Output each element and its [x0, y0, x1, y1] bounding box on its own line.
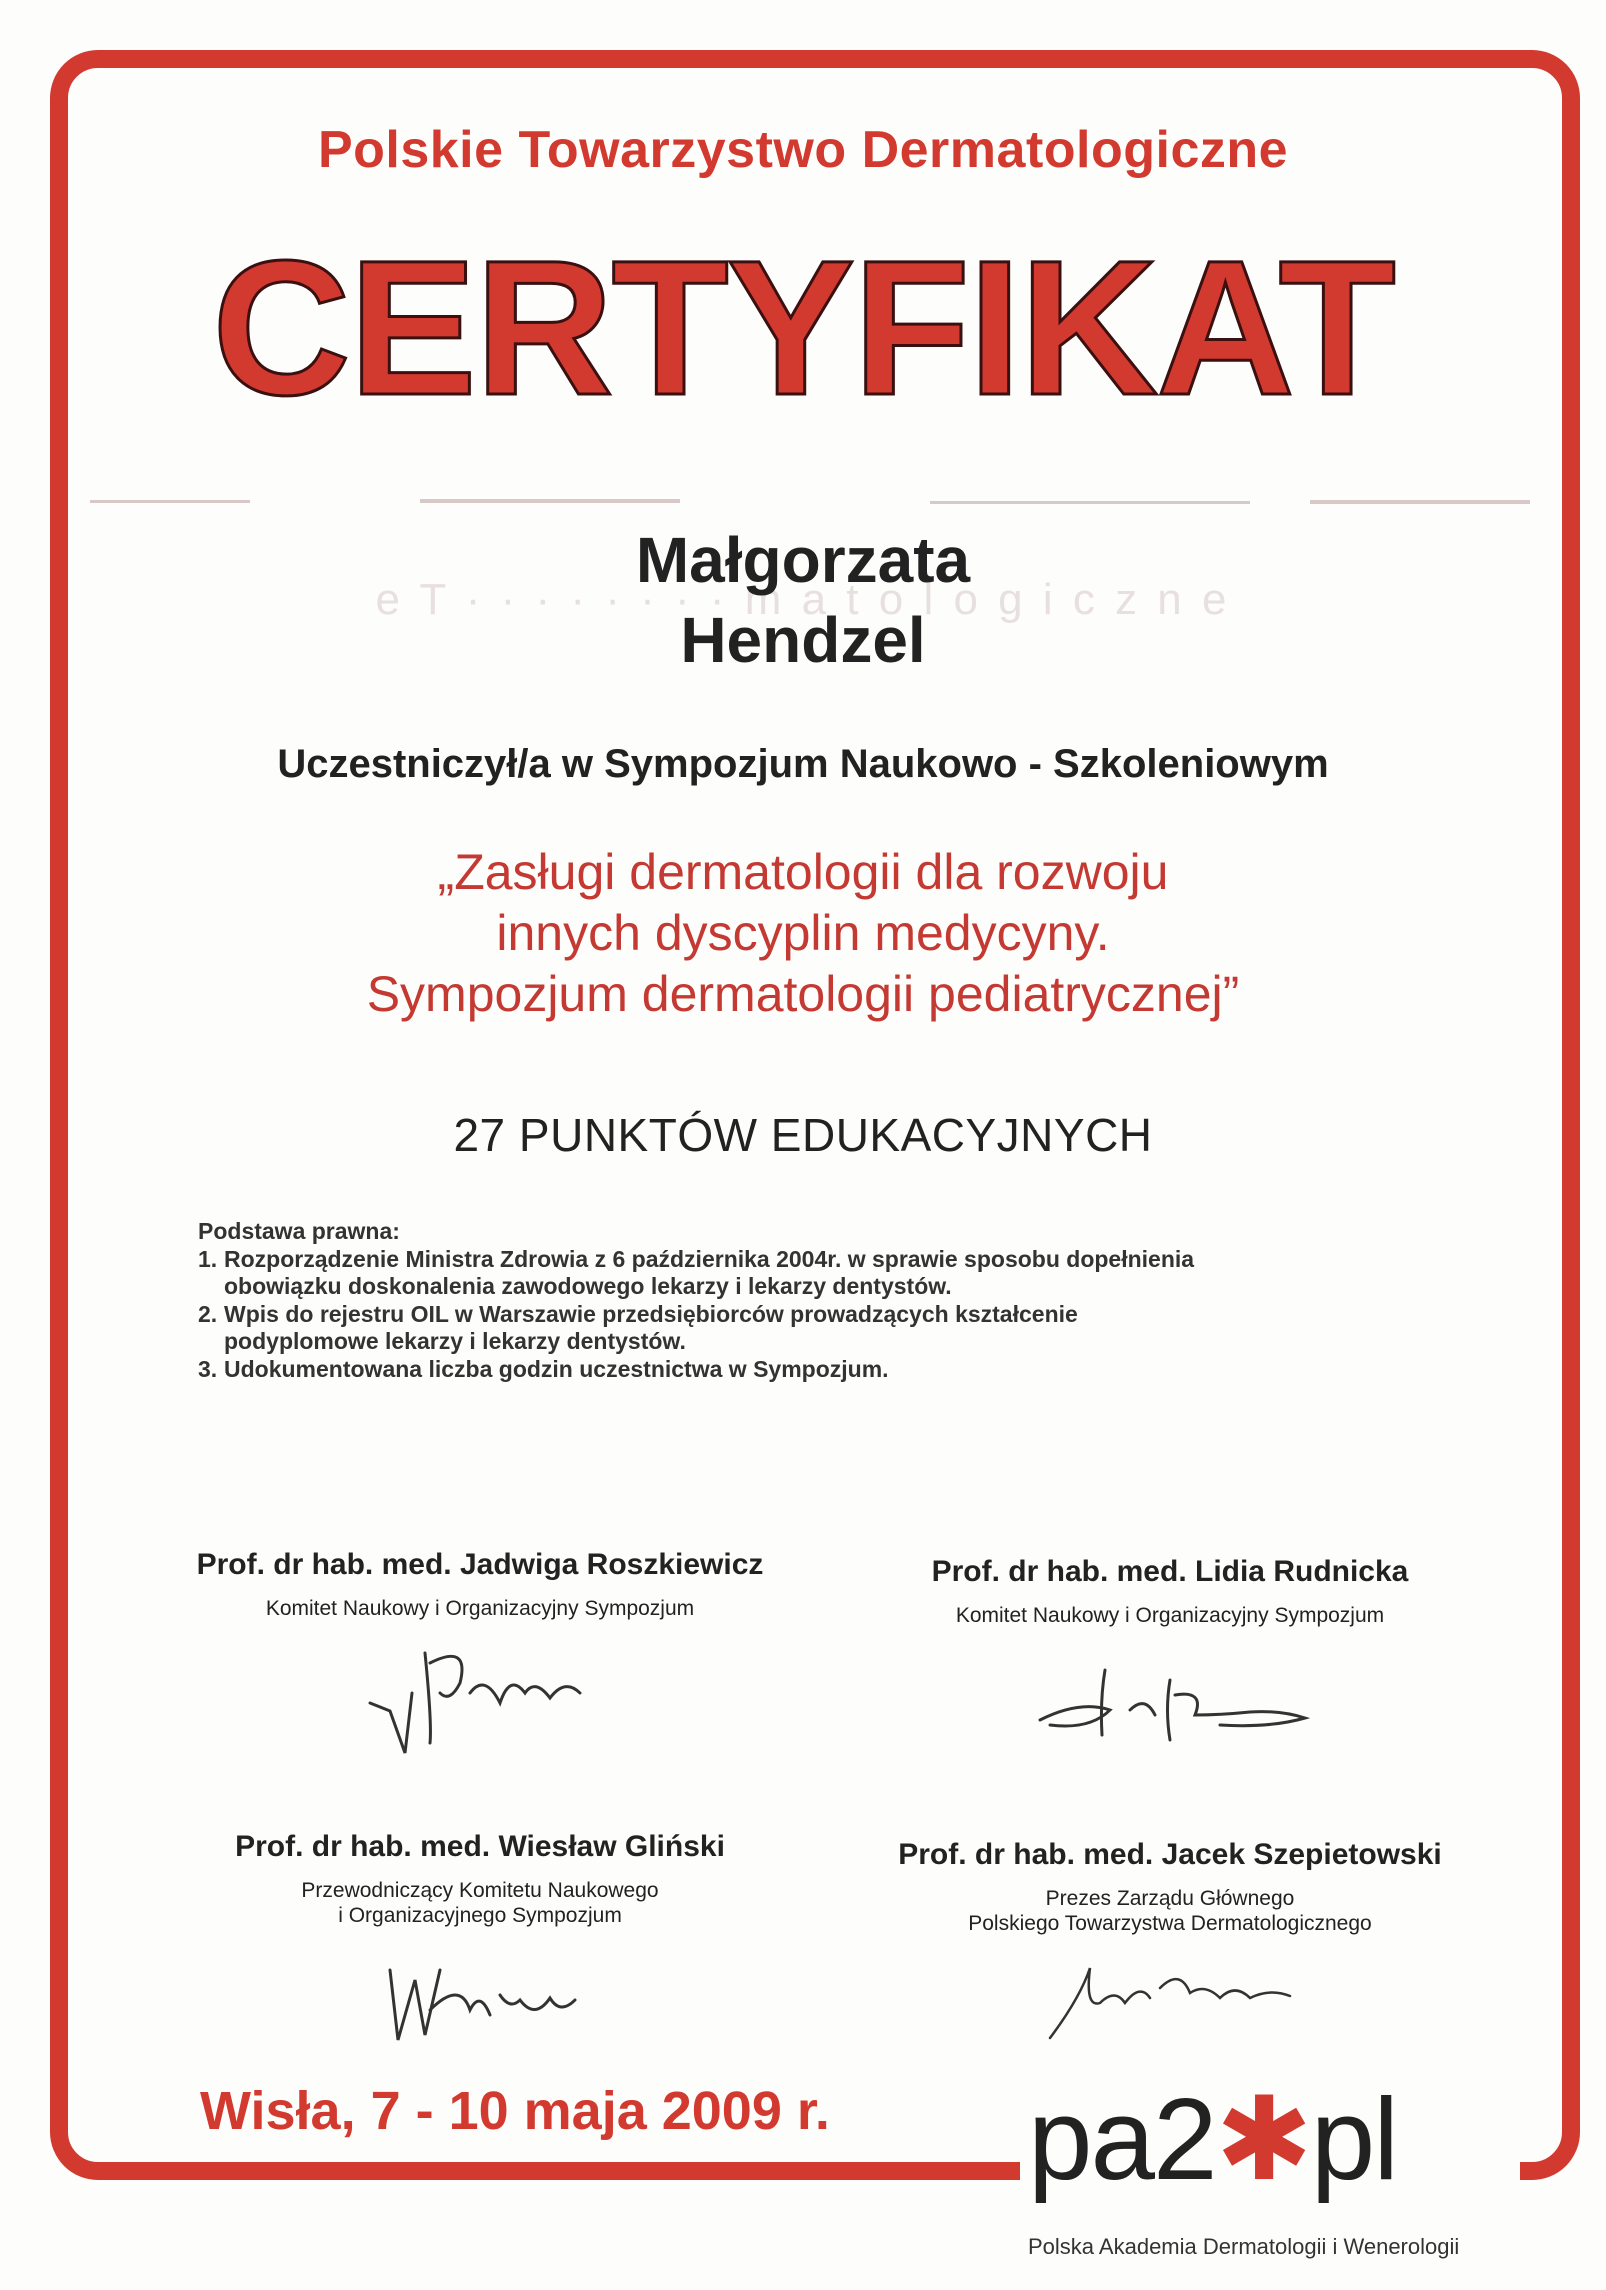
- signatory-role: [830, 1886, 1510, 1936]
- legal-item: [198, 1246, 1198, 1301]
- topic-line: „Zasługi dermatologii dla rozwoju: [437, 844, 1169, 900]
- education-points: 27 PUNKTÓW EDUKACYJNYCH: [453, 1109, 1153, 1161]
- legal-item-text: Rozporządzenie Ministra Zdrowia z 6 października 2004r. w sprawie sposobu dopełnienia obowiązku doskonalenia zawodowego lekarzy i lekarzy dentystów.: [224, 1245, 1195, 1300]
- signatory-role: [870, 1603, 1470, 1628]
- legal-item: [198, 1356, 1198, 1384]
- topic-line: Sympozjum dermatologii pediatrycznej”: [366, 966, 1240, 1022]
- handwritten-signature: [370, 1940, 590, 2050]
- certificate-title: CERTYFIKAT: [212, 220, 1394, 435]
- signatory-role-line: Komitet Naukowy i Organizacyjny Sympozjum: [265, 1597, 695, 1620]
- legal-item-number: 2.: [198, 1300, 218, 1327]
- participation-statement: Uczestniczył/a w Sympozjum Naukowo - Szkoleniowym: [277, 742, 1329, 786]
- signatory-name: Prof. dr hab. med. Jacek Szepietowski: [898, 1838, 1442, 1871]
- scan-speckle: [90, 496, 1530, 510]
- signatory-roszkiewicz: [180, 1548, 780, 1763]
- place-and-date: Wisła, 7 - 10 maja 2009 r.: [200, 2081, 830, 2141]
- handwritten-signature: [350, 1633, 610, 1763]
- legal-item-number: 3.: [198, 1355, 218, 1382]
- handwritten-signature: [1030, 1948, 1310, 2048]
- signatory-role-line: Prezes Zarządu Głównego: [1045, 1887, 1295, 1910]
- legal-item-text: Udokumentowana liczba godzin uczestnictwa w Sympozjum.: [224, 1355, 889, 1382]
- recipient-first-name: Małgorzata: [635, 524, 971, 596]
- recipient-last-name: Hendzel: [680, 604, 926, 676]
- pa2pl-logo: [1020, 2074, 1520, 2220]
- signatory-rudnicka: [870, 1555, 1470, 1760]
- legal-item-number: 1.: [198, 1245, 218, 1272]
- symposium-topic: [0, 842, 1606, 1025]
- legal-item-text: Wpis do rejestru OIL w Warszawie przedsiębiorców prowadzących kształcenie podyplomowe lekarzy i lekarzy dentystów.: [224, 1300, 1078, 1355]
- legal-basis: [198, 1218, 1198, 1384]
- topic-line: innych dyscyplin medycyny.: [496, 905, 1110, 961]
- signatory-glinski: [180, 1830, 780, 2050]
- legal-heading: Podstawa prawna:: [198, 1218, 400, 1244]
- logo-text: pa2✱pl: [1028, 2074, 1398, 2204]
- signatory-role: [180, 1878, 780, 1928]
- signatory-szepietowski: [830, 1838, 1510, 2048]
- logo-subtitle: Polska Akademia Dermatologii i Wenerologii: [1028, 2234, 1460, 2259]
- legal-item: [198, 1301, 1198, 1356]
- signatory-role: [180, 1596, 780, 1621]
- signatory-name: Prof. dr hab. med. Jadwiga Roszkiewicz: [196, 1548, 764, 1581]
- signatory-name: Prof. dr hab. med. Lidia Rudnicka: [931, 1555, 1409, 1588]
- signatory-role-line: i Organizacyjnego Sympozjum: [338, 1904, 622, 1928]
- logo-star-icon: ✱: [1215, 2074, 1311, 2204]
- signatory-role-line: Komitet Naukowy i Organizacyjny Sympozjum: [955, 1604, 1385, 1627]
- signatory-role-line: Polskiego Towarzystwa Dermatologicznego: [968, 1912, 1372, 1936]
- signatory-name: Prof. dr hab. med. Wiesław Gliński: [235, 1830, 725, 1863]
- handwritten-signature: [1020, 1640, 1320, 1760]
- faded-watermark-text: e T · · · · · · · · m a t o l o g i c z n e: [375, 575, 1231, 624]
- recipient-name: [0, 520, 1606, 680]
- signatory-role-line: Przewodniczący Komitetu Naukowego: [301, 1879, 659, 1902]
- organization-title: Polskie Towarzystwo Dermatologiczne: [317, 121, 1289, 179]
